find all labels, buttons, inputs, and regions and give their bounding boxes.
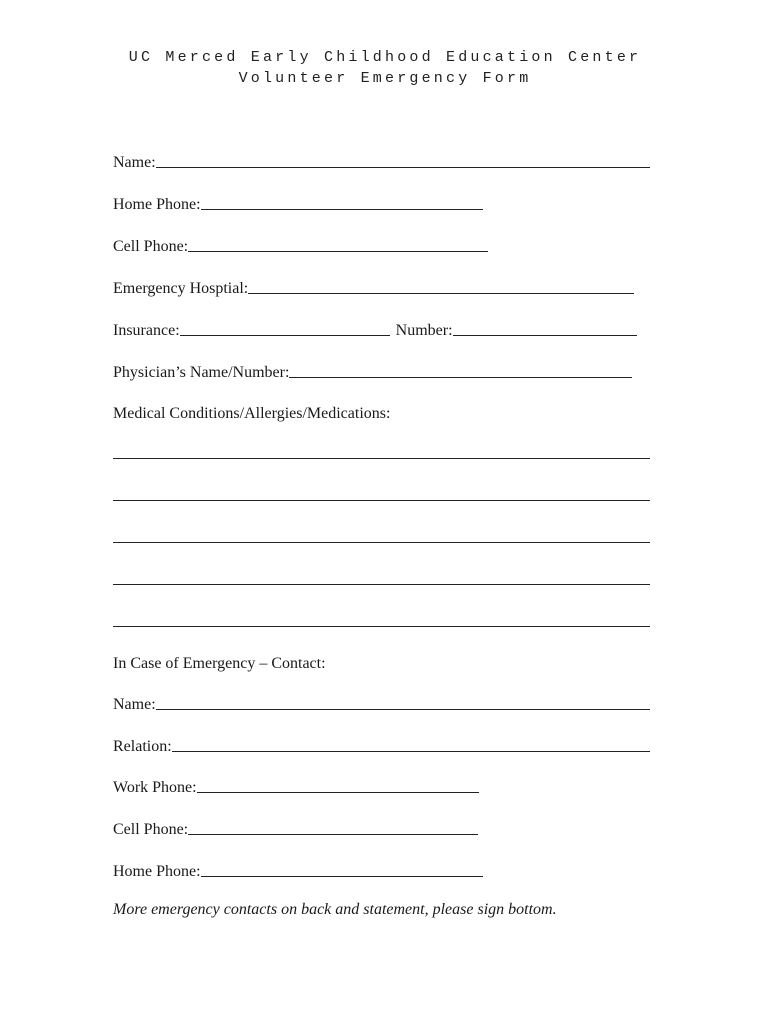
physician-field <box>113 358 660 382</box>
cell-phone-line[interactable] <box>188 251 488 252</box>
contact-cell-phone-line[interactable] <box>188 834 478 835</box>
contact-relation-line[interactable] <box>172 751 650 752</box>
medical-line-4[interactable] <box>113 584 650 585</box>
home-phone-line[interactable] <box>201 209 483 210</box>
medical-conditions-label: Medical Conditions/Allergies/Medications: <box>113 405 391 422</box>
insurance-number-label: Number: <box>395 322 453 339</box>
name-field <box>113 148 660 172</box>
contact-home-phone-label: Home Phone: <box>113 863 201 880</box>
contact-name-line[interactable] <box>156 709 650 710</box>
medical-line-3[interactable] <box>113 542 650 543</box>
insurance-field <box>113 316 660 340</box>
contact-cell-phone-field <box>113 815 660 839</box>
form-title: Volunteer Emergency Form <box>238 70 532 87</box>
contact-home-phone-field <box>113 857 660 881</box>
emergency-hospital-line[interactable] <box>248 293 634 294</box>
medical-line-2[interactable] <box>113 500 650 501</box>
cell-phone-field <box>113 232 660 256</box>
contact-work-phone-field <box>113 773 660 797</box>
home-phone-label: Home Phone: <box>113 196 201 213</box>
physician-label: Physician’s Name/Number: <box>113 364 290 381</box>
medical-line-1[interactable] <box>113 458 650 459</box>
emergency-contact-heading <box>113 649 660 673</box>
insurance-number-line[interactable] <box>453 335 637 336</box>
contact-work-phone-label: Work Phone: <box>113 779 197 796</box>
contact-relation-field <box>113 732 660 756</box>
emergency-contact-heading-text: In Case of Emergency – Contact: <box>113 655 326 672</box>
contact-name-field <box>113 690 660 714</box>
contact-home-phone-line[interactable] <box>201 876 483 877</box>
footer-note: More emergency contacts on back and statement, please sign bottom. <box>113 901 557 918</box>
medical-line-5[interactable] <box>113 626 650 627</box>
contact-cell-phone-label: Cell Phone: <box>113 821 189 838</box>
form-title-organization: UC Merced Early Childhood Education Center <box>128 49 642 66</box>
name-label: Name: <box>113 154 156 171</box>
insurance-line[interactable] <box>180 335 390 336</box>
contact-name-label: Name: <box>113 696 156 713</box>
cell-phone-label: Cell Phone: <box>113 238 189 255</box>
medical-conditions-field <box>113 399 660 423</box>
contact-relation-label: Relation: <box>113 738 172 755</box>
emergency-hospital-field <box>113 274 660 298</box>
emergency-hospital-label: Emergency Hosptial: <box>113 280 249 297</box>
contact-work-phone-line[interactable] <box>197 792 479 793</box>
physician-line[interactable] <box>289 377 632 378</box>
name-line[interactable] <box>156 167 650 168</box>
home-phone-field <box>113 190 660 214</box>
insurance-label: Insurance: <box>113 322 180 339</box>
